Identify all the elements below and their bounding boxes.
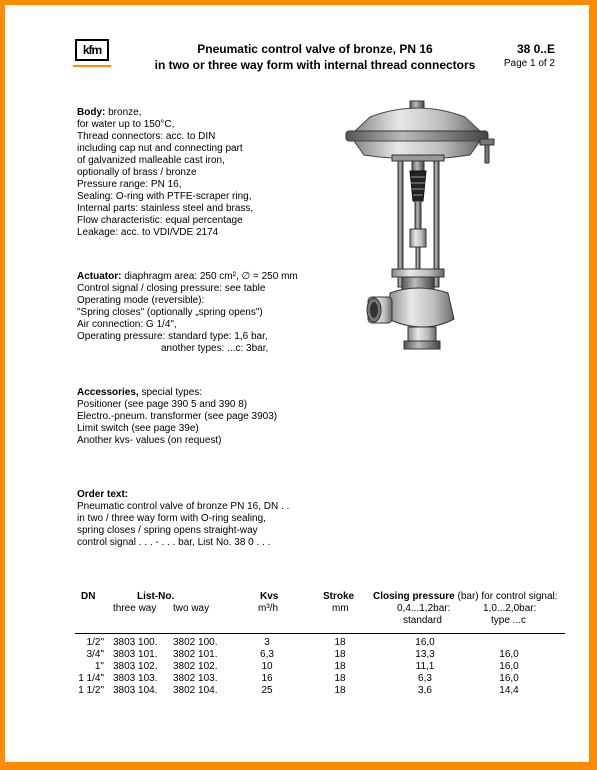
cell-three-way: 3803 102. bbox=[113, 661, 158, 672]
cell-three-way: 3803 101. bbox=[113, 649, 158, 660]
cell-pressure-standard: 16,0 bbox=[415, 637, 435, 648]
accessories-first-text: special types: bbox=[141, 387, 203, 398]
cell-two-way: 3802 101. bbox=[173, 649, 218, 660]
body-heading: Body: bbox=[77, 107, 106, 118]
cell-three-way: 3803 103. bbox=[113, 673, 158, 684]
body-line: Pressure range: PN 16, bbox=[77, 179, 182, 190]
actuator-line: Air connection: G 1/4", bbox=[77, 319, 177, 330]
title-line-2: in two or three way form with internal thread connectors bbox=[154, 58, 476, 72]
cell-dn: 1/2" bbox=[86, 637, 104, 648]
accessories-section bbox=[77, 387, 327, 447]
cell-stroke: 18 bbox=[334, 661, 346, 672]
cell-pressure-standard: 3,6 bbox=[418, 685, 432, 696]
cell-pressure-type-c: 16,0 bbox=[499, 673, 519, 684]
page-title bbox=[145, 41, 485, 73]
body-line: Leakage: acc. to VDI/VDE 2174 bbox=[77, 227, 219, 238]
body-first-text: bronze, bbox=[108, 107, 142, 118]
cell-stroke: 18 bbox=[334, 649, 346, 660]
cell-pressure-standard: 11,1 bbox=[415, 661, 435, 672]
header-kvs: Kvs bbox=[260, 591, 279, 602]
order-heading: Order text: bbox=[77, 489, 129, 500]
actuator-first-line bbox=[77, 271, 347, 283]
body-line: of galvanized malleable cast iron, bbox=[77, 155, 225, 166]
header-three-way: three way bbox=[113, 603, 157, 614]
document-number: 38 0..E bbox=[516, 42, 555, 56]
header-signal-2-sub: type ...c bbox=[491, 615, 527, 626]
cell-stroke: 18 bbox=[334, 637, 346, 648]
order-line: Pneumatic control valve of bronze PN 16, DN . . bbox=[77, 501, 290, 512]
cell-two-way: 3802 100. bbox=[173, 637, 218, 648]
accessories-line: Positioner (see page 390 5 and 390 8) bbox=[77, 399, 248, 410]
header-stroke-unit: mm bbox=[332, 603, 349, 614]
header-closing-pressure bbox=[373, 591, 558, 603]
cell-pressure-standard: 13,3 bbox=[415, 649, 435, 660]
header-signal-1-sub: standard bbox=[403, 615, 442, 626]
cell-dn: 1 1/4" bbox=[78, 673, 104, 684]
cell-three-way: 3803 104. bbox=[113, 685, 158, 696]
body-section bbox=[77, 107, 327, 239]
logo-accent-line bbox=[73, 65, 111, 67]
table-header-rule bbox=[75, 633, 565, 634]
cell-dn: 1 1/2" bbox=[78, 685, 104, 696]
body-first-line bbox=[77, 107, 327, 119]
order-heading-line bbox=[77, 489, 327, 501]
accessories-heading: Accessories, bbox=[77, 387, 139, 398]
actuator-section bbox=[77, 271, 347, 355]
cell-three-way: 3803 100. bbox=[113, 637, 158, 648]
header-closing-bold: Closing pressure bbox=[373, 591, 455, 602]
body-line: Sealing: O-ring with PTFE-scraper ring, bbox=[77, 191, 252, 202]
cell-pressure-type-c: 14,4 bbox=[499, 685, 519, 696]
actuator-line: Operating pressure: standard type: 1,6 bar, bbox=[77, 331, 268, 342]
order-line: spring closes / spring opens straight-way bbox=[77, 525, 258, 536]
datasheet-page bbox=[5, 5, 589, 762]
actuator-line: Control signal / closing pressure: see table bbox=[77, 283, 266, 294]
page-indicator: Page 1 of 2 bbox=[503, 58, 555, 69]
actuator-indented-line: another types: ...c: 3bar, bbox=[161, 343, 269, 354]
cell-kvs: 16 bbox=[261, 673, 273, 684]
cell-dn: 1" bbox=[94, 661, 104, 672]
header-kvs-unit: m³/h bbox=[258, 603, 278, 614]
accessories-line: Another kvs- values (on request) bbox=[77, 435, 222, 446]
accessories-line: Electro.-pneum. transformer (see page 3903) bbox=[77, 411, 278, 422]
body-line: including cap nut and connecting part bbox=[77, 143, 243, 154]
cell-pressure-standard: 6,3 bbox=[418, 673, 432, 684]
company-logo: kfm bbox=[75, 39, 109, 61]
accessories-first-line bbox=[77, 387, 327, 399]
cell-dn: 3/4" bbox=[86, 649, 104, 660]
body-line: Internal parts: stainless steel and brass, bbox=[77, 203, 254, 214]
cell-kvs: 25 bbox=[261, 685, 273, 696]
body-line: Thread connectors: acc. to DIN bbox=[77, 131, 216, 142]
cell-stroke: 18 bbox=[334, 673, 346, 684]
actuator-heading: Actuator: bbox=[77, 271, 122, 282]
cell-pressure-type-c: 16,0 bbox=[499, 661, 519, 672]
title-line-1: Pneumatic control valve of bronze, PN 16 bbox=[197, 42, 433, 56]
header-closing-rest: (bar) for control signal: bbox=[457, 591, 558, 602]
actuator-line: Operating mode (reversible): bbox=[77, 295, 205, 306]
actuator-line: "Spring closes" (optionally „spring opens") bbox=[77, 307, 263, 318]
cell-two-way: 3802 102. bbox=[173, 661, 218, 672]
header-dn: DN bbox=[81, 591, 96, 602]
cell-kvs: 10 bbox=[261, 661, 273, 672]
header-signal-1: 0,4...1,2bar: bbox=[397, 603, 451, 614]
header-signal-2: 1,0...2,0bar: bbox=[483, 603, 537, 614]
body-line: Flow characteristic: equal percentage bbox=[77, 215, 243, 226]
header-list-no: List-No. bbox=[137, 591, 175, 602]
cell-kvs: 6,3 bbox=[260, 649, 274, 660]
order-line: control signal . . . - . . . bar, List No. 38 0 . . . bbox=[77, 537, 271, 548]
cell-kvs: 3 bbox=[264, 637, 270, 648]
header-two-way: two way bbox=[173, 603, 210, 614]
header-stroke: Stroke bbox=[323, 591, 355, 602]
control-valve-illustration bbox=[330, 97, 505, 357]
cell-two-way: 3802 103. bbox=[173, 673, 218, 684]
body-line: optionally of brass / bronze bbox=[77, 167, 197, 178]
cell-pressure-type-c: 16,0 bbox=[499, 649, 519, 660]
cell-two-way: 3802 104. bbox=[173, 685, 218, 696]
accessories-line: Limit switch (see page 39e) bbox=[77, 423, 199, 434]
order-line: in two / three way form with O-ring sealing, bbox=[77, 513, 266, 524]
body-line: for water up to 150°C, bbox=[77, 119, 175, 130]
actuator-first-text: diaphragm area: 250 cm², ∅ = 250 mm bbox=[124, 271, 298, 282]
order-text-section bbox=[77, 489, 327, 549]
cell-stroke: 18 bbox=[334, 685, 346, 696]
